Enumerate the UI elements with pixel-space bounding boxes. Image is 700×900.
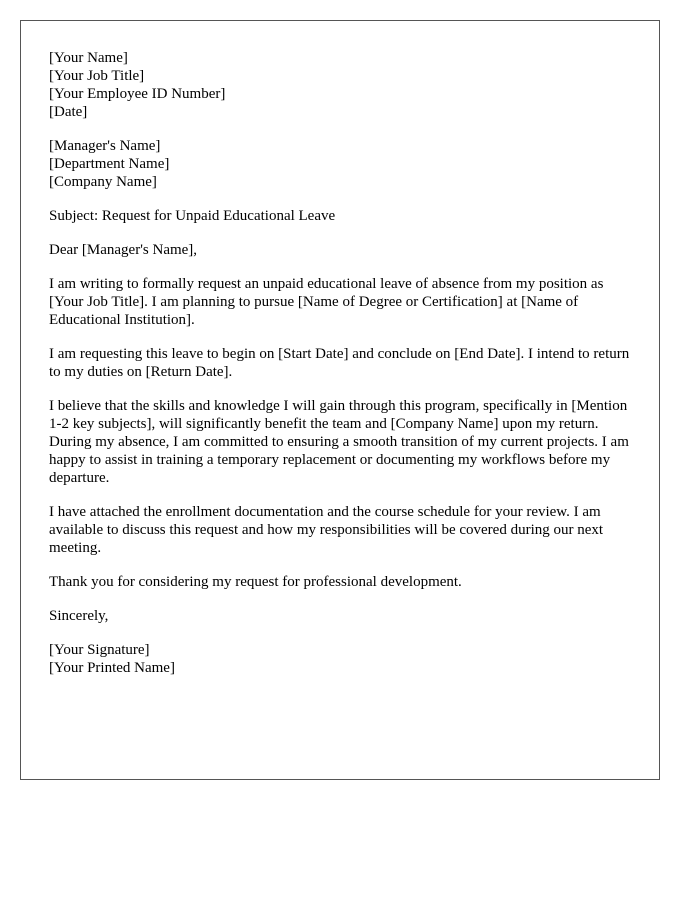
- body-paragraph-benefits: I believe that the skills and knowledge I will gain through this program, specifically in [Mention 1-2 key subjects], will significantly benefit the team and [Company Name] upon my return. During my absence, I am committed to ensuring a smooth transition of my current projects. I am happy to assist in training a temporary replacement or documenting my workflows before my departure.: [49, 398, 629, 486]
- body-paragraph-dates: I am requesting this leave to begin on [Start Date] and conclude on [End Date]. I intend to return to my duties on [Return Date].: [49, 346, 630, 380]
- recipient-manager-name: [Manager's Name]: [49, 138, 161, 154]
- letter-date: [Date]: [49, 104, 88, 120]
- sender-name: [Your Name]: [49, 50, 128, 66]
- sender-employee-id: [Your Employee ID Number]: [49, 86, 226, 102]
- closing: Sincerely,: [49, 608, 109, 624]
- recipient-department: [Department Name]: [49, 156, 170, 172]
- sender-block: [49, 49, 631, 121]
- body-paragraph-intro: I am writing to formally request an unpaid educational leave of absence from my position as [Your Job Title]. I am planning to pursue [Name of Degree or Certification] at [Name of Educational Institution].: [49, 276, 604, 328]
- recipient-block: [49, 137, 631, 191]
- signature-line: [Your Signature]: [49, 642, 150, 658]
- subject-line: Subject: Request for Unpaid Educational Leave: [49, 208, 336, 224]
- letter-page: [20, 20, 660, 780]
- salutation: Dear [Manager's Name],: [49, 242, 198, 258]
- printed-name: [Your Printed Name]: [49, 660, 175, 676]
- sender-job-title: [Your Job Title]: [49, 68, 145, 84]
- signature-block: [49, 641, 631, 677]
- body-paragraph-thanks: Thank you for considering my request for professional development.: [49, 574, 462, 590]
- recipient-company: [Company Name]: [49, 174, 157, 190]
- body-paragraph-attachments: I have attached the enrollment documentation and the course schedule for your review. I am available to discuss this request and how my responsibilities will be covered during our next meeting.: [49, 504, 604, 556]
